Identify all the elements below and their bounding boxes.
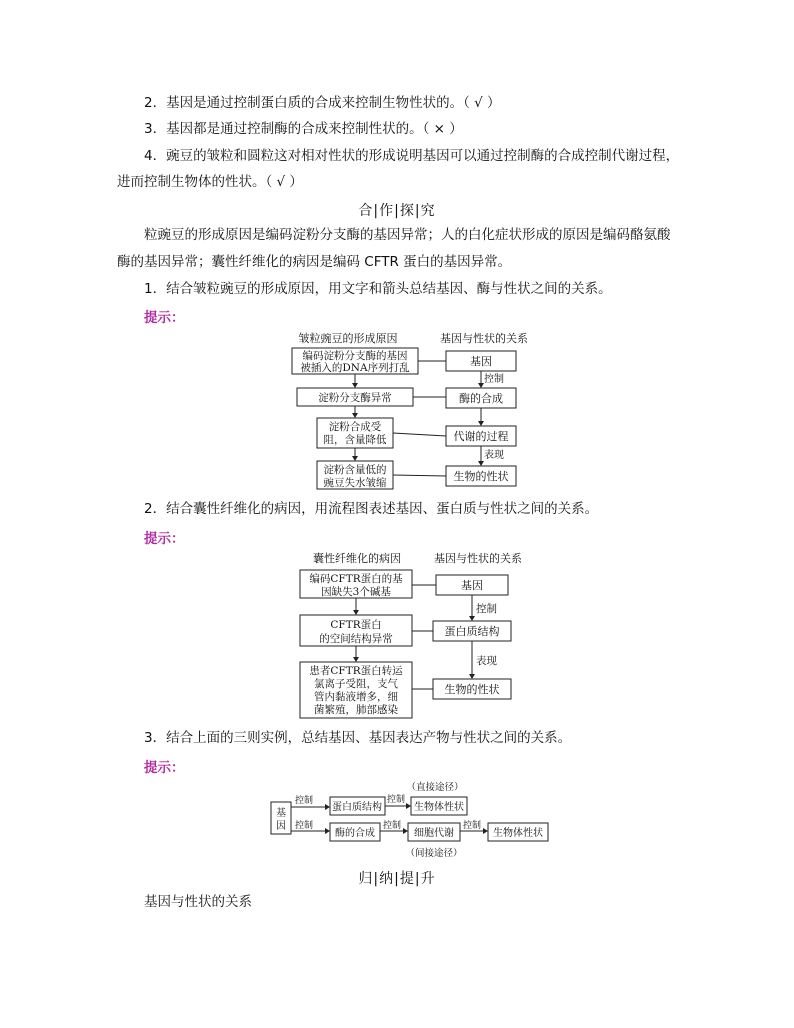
fig2-left-text3d: 菌繁殖，肺部感染 (314, 704, 398, 716)
question-1: 1．结合皱粒豌豆的形成原因，用文字和箭头总结基因、酶与性状之间的关系。 (144, 281, 612, 297)
figure-gene-expression-pathways (268, 778, 554, 864)
fig3-bottom-arrowhead3 (483, 828, 488, 834)
fig2-left-arrowhead-1 (353, 610, 359, 615)
fig1-left-text3b: 阻，含量降低 (323, 434, 387, 446)
fig1-connector-3 (393, 433, 446, 436)
fig1-right-title: 基因与性状的关系 (440, 332, 528, 345)
fig3-bottom-arrowhead2 (403, 828, 408, 834)
fig1-left-text4a: 淀粉含量低的 (323, 464, 387, 476)
tip-label-1: 提示： (144, 310, 185, 326)
fig1-right-text3: 代谢的过程 (453, 430, 509, 443)
section-heading-cooperative-inquiry: 合|作|探|究 (358, 203, 436, 219)
fig1-left-text3a: 淀粉合成受 (328, 421, 382, 433)
figure-cystic-fibrosis (290, 548, 540, 722)
section-heading-summary: 归|纳|提|升 (358, 871, 436, 887)
fig3-bottom-text3: 生物体性状 (493, 828, 543, 839)
statement-2: 2．基因是通过控制蛋白质的合成来控制生物性状的。（ √ ） (144, 95, 501, 111)
fig3-gene-text-a: 基 (276, 808, 286, 819)
fig3-top-text2: 生物体性状 (414, 802, 464, 813)
fig2-arrowhead-right-1 (469, 616, 475, 621)
statement-4-line1: 4．豌豆的皱粒和圆粒这对相对性状的形成说明基因可以通过控制酶的合成控制代谢过程， (144, 148, 680, 164)
fig1-left-title: 皱粒豌豆的形成原因 (298, 332, 398, 345)
fig3-bottom-text1: 酶的合成 (335, 828, 375, 839)
fig1-right-text4: 生物的性状 (453, 470, 509, 483)
question-2: 2．结合囊性纤维化的病因，用流程图表述基因、蛋白质与性状之间的关系。 (144, 501, 599, 517)
fig1-left-text1a: 编码淀粉分支酶的基因 (302, 350, 408, 362)
fig3-bottom-control1: 控制 (295, 821, 314, 831)
fig1-connector-4 (393, 475, 446, 476)
fig2-left-text1b: 因缺失3个碱基 (321, 586, 391, 598)
tip-label-3: 提示： (144, 760, 185, 776)
fig3-top-arrowhead2 (406, 803, 411, 809)
fig1-right-text1: 基因 (470, 355, 492, 368)
fig1-label-control: 控制 (484, 374, 504, 385)
fig2-left-text1a: 编码CFTR蛋白的基 (309, 573, 403, 585)
summary-title: 基因与性状的关系 (144, 894, 252, 910)
fig3-bottom-control2: 控制 (383, 821, 402, 831)
fig2-right-text3: 生物的性状 (444, 683, 500, 696)
fig2-left-text3b: 氯离子受阻，支气 (314, 678, 398, 690)
fig3-bottom-arrowhead1 (325, 828, 330, 834)
fig2-left-text2a: CFTR蛋白 (330, 619, 382, 631)
fig3-bottom-text2: 细胞代谢 (414, 828, 454, 839)
fig3-top-control2: 控制 (387, 795, 406, 805)
fig2-label-control: 控制 (476, 603, 497, 615)
fig2-left-text2b: 的空间结构异常 (319, 633, 393, 645)
fig1-left-text4b: 豌豆失水皱缩 (323, 477, 387, 489)
fig3-indirect-label: （间接途径） (405, 848, 463, 859)
tip-label-2: 提示： (144, 531, 185, 547)
fig1-label-express: 表现 (484, 450, 504, 461)
fig3-gene-text-b: 因 (276, 821, 286, 832)
fig3-bottom-control3: 控制 (463, 821, 482, 831)
fig3-direct-label: （直接途径） (406, 782, 464, 793)
fig2-right-title: 基因与性状的关系 (434, 552, 522, 565)
fig1-left-text1b: 被插入的DNA序列打乱 (300, 362, 410, 374)
fig3-top-arrowhead1 (325, 804, 330, 810)
intro-line1: 粒豌豆的形成原因是编码淀粉分支酶的基因异常；人的白化症状形成的原因是编码酪氨酸 (144, 227, 671, 243)
figure-wrinkled-pea (280, 328, 550, 492)
fig2-left-text3a: 患者CFTR蛋白转运 (309, 665, 403, 677)
statement-3: 3．基因都是通过控制酶的合成来控制性状的。（ × ） (144, 121, 463, 137)
question-3: 3．结合上面的三则实例，总结基因、基因表达产物与性状之间的关系。 (144, 730, 572, 746)
fig1-arrowhead-right-2 (478, 421, 484, 426)
fig2-right-text1: 基因 (461, 579, 483, 592)
fig1-right-text2: 酶的合成 (459, 392, 503, 405)
fig3-top-text1: 蛋白质结构 (332, 802, 382, 813)
fig1-left-arrowhead-3 (352, 456, 358, 461)
fig2-label-express: 表现 (476, 655, 497, 667)
statement-4-line2: 进而控制生物体的性状。（ √ ） (117, 174, 303, 190)
fig2-arrowhead-right-2 (469, 674, 475, 679)
fig3-top-control1: 控制 (295, 796, 314, 806)
fig2-left-text3c: 管内黏液增多，细 (314, 691, 398, 703)
fig2-left-arrowhead-2 (353, 657, 359, 662)
intro-line2: 酶的基因异常；囊性纤维化的病因是编码 CFTR 蛋白的基因异常。 (117, 254, 512, 270)
fig1-left-arrowhead-1 (352, 383, 358, 388)
fig1-left-text2: 淀粉分支酶异常 (318, 392, 392, 404)
fig1-arrowhead-right-3 (478, 461, 484, 466)
fig1-left-arrowhead-2 (352, 413, 358, 418)
fig2-left-title: 囊性纤维化的病因 (313, 552, 401, 565)
fig2-right-text2: 蛋白质结构 (444, 625, 500, 638)
